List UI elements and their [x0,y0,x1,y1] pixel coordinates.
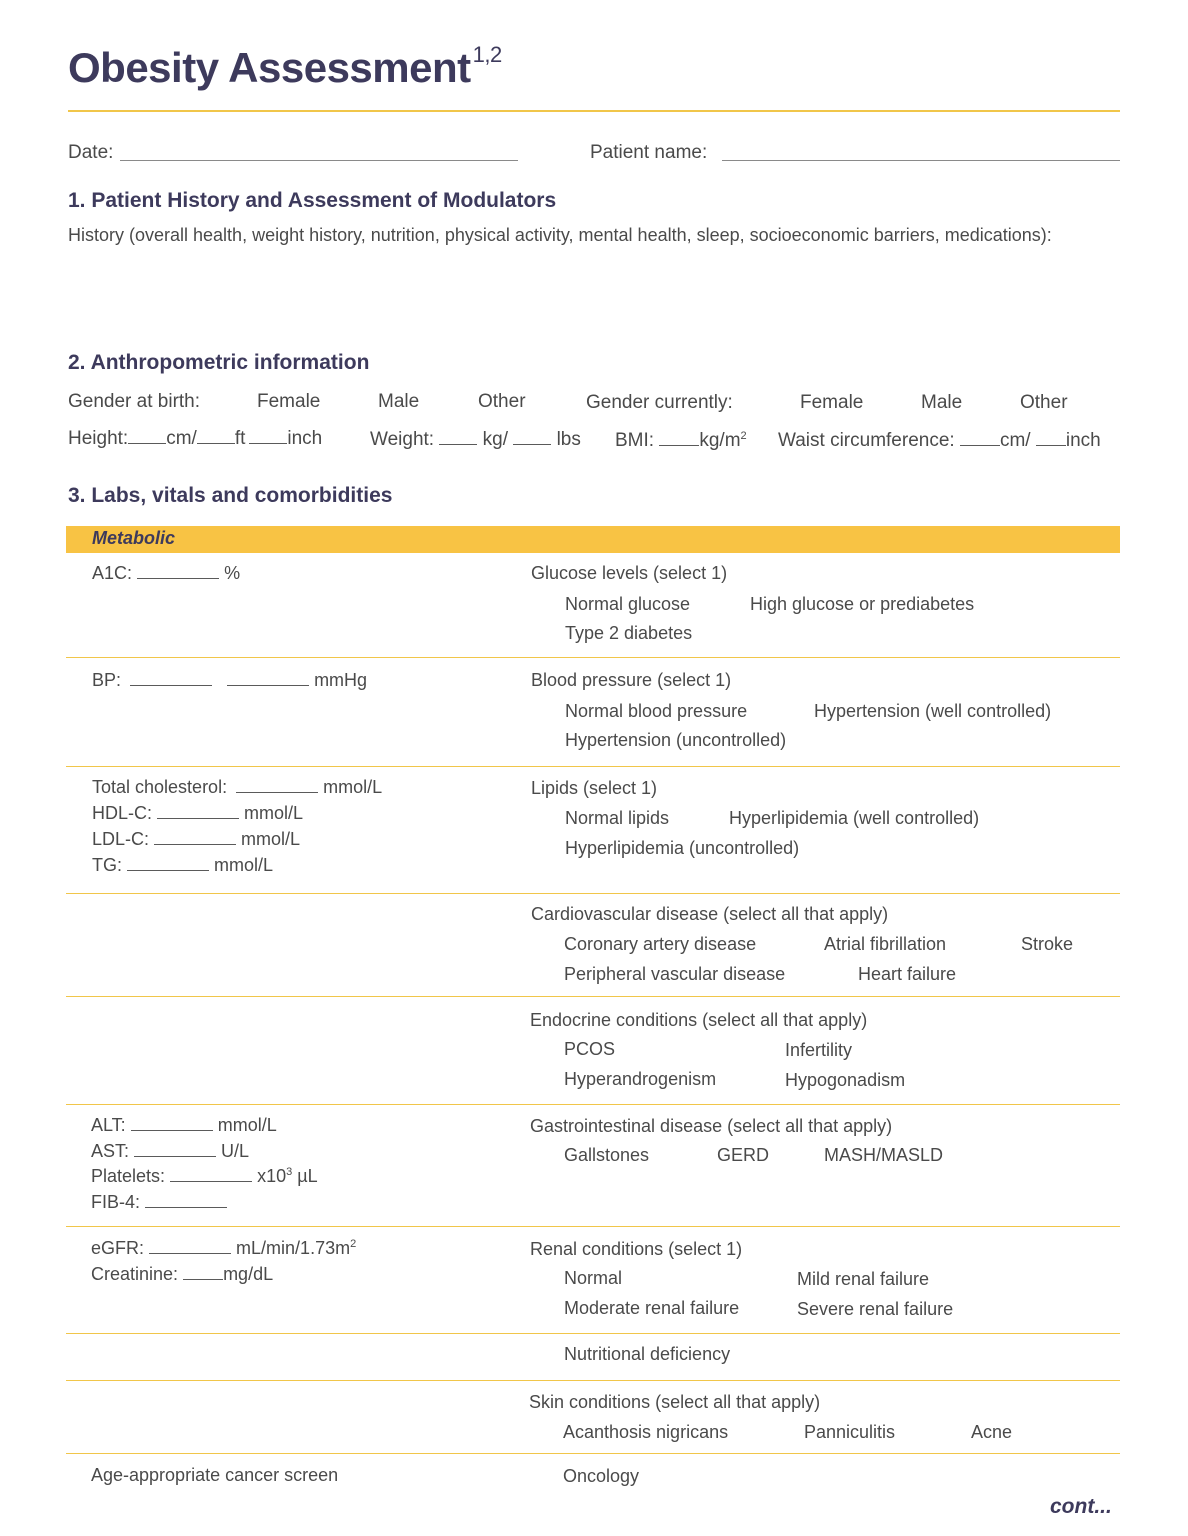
kg-unit: kg/ [482,429,508,450]
row-separator [66,893,1120,894]
height-label: Height: [68,428,129,449]
row-separator [66,996,1120,997]
section-1-heading: 1. Patient History and Assessment of Modulators [68,189,557,212]
cvd-cad-option[interactable]: Coronary artery disease [564,934,757,954]
a1c-field[interactable] [137,563,219,579]
glucose-t2d-option[interactable]: Type 2 diabetes [565,623,693,643]
ft-unit: ft [234,428,246,449]
cvd-afib-option[interactable]: Atrial fibrillation [824,934,947,954]
platelets-label: Platelets: [91,1166,166,1186]
mmol-unit: mmol/L [241,829,301,849]
total-chol-label: Total cholesterol: [92,777,228,797]
cvd-pvd-option[interactable]: Peripheral vascular disease [564,964,786,984]
weight-kg-field[interactable] [439,429,477,445]
waist-inch-field[interactable] [1036,430,1066,446]
inch-unit: inch [287,428,323,449]
waist-label: Waist circumference: [778,430,955,451]
ul-unit: U/L [221,1141,250,1161]
mmol-unit: mmol/L [323,777,383,797]
row-separator [66,657,1120,658]
lbs-unit: lbs [556,429,581,450]
bp-systolic-field[interactable] [130,670,212,686]
mmol-unit: mmol/L [217,1115,277,1135]
row-separator [66,1380,1120,1381]
renal-normal-option[interactable]: Normal [564,1268,623,1288]
hdl-label: HDL-C: [92,803,153,823]
skin-title: Skin conditions (select all that apply) [529,1392,821,1412]
hdl-field[interactable] [157,803,239,819]
weight-lbs-field[interactable] [513,429,551,445]
glucose-normal-option[interactable]: Normal glucose [565,594,691,614]
weight-label: Weight: [370,429,435,450]
mgdl-unit: mg/dL [223,1264,274,1284]
oncology-option[interactable]: Oncology [563,1466,640,1486]
section-2-heading: 2. Anthropometric information [68,351,370,374]
lipids-normal-option[interactable]: Normal lipids [565,808,670,828]
lipids-uncontrolled-option[interactable]: Hyperlipidemia (uncontrolled) [565,838,800,858]
metabolic-label: Metabolic [92,528,176,548]
glucose-title: Glucose levels (select 1) [531,563,728,583]
waist-cm-unit: cm/ [999,430,1031,451]
egfr-label: eGFR: [91,1238,145,1258]
waist-inch-unit: inch [1065,430,1101,451]
bp-diastolic-field[interactable] [227,670,309,686]
cvd-stroke-option[interactable]: Stroke [1021,934,1074,954]
tg-field[interactable] [127,855,209,871]
gi-gerd-option[interactable]: GERD [717,1145,770,1165]
bp-title: Blood pressure (select 1) [531,670,732,690]
gender-birth-female[interactable]: Female [257,391,321,412]
gender-birth-label: Gender at birth: [68,391,201,412]
tg-row [92,855,273,876]
height-row [68,428,322,450]
bp-htn-controlled-option[interactable]: Hypertension (well controlled) [814,701,1052,721]
gender-birth-male[interactable]: Male [378,391,420,412]
creatinine-field[interactable] [183,1264,223,1280]
height-cm-field[interactable] [128,428,166,444]
bp-row [92,670,367,691]
gender-birth-other[interactable]: Other [478,391,526,412]
ldl-label: LDL-C: [92,829,150,849]
a1c-label: A1C: [92,563,133,583]
cvd-title: Cardiovascular disease (select all that apply) [531,904,889,924]
alt-label: ALT: [91,1115,126,1135]
a1c-row [92,563,240,584]
tg-label: TG: [92,855,122,875]
mmhg-unit: mmHg [314,670,368,690]
waist-row [778,430,1101,452]
renal-mild-option[interactable]: Mild renal failure [797,1269,930,1289]
patient-name-label: Patient name: [590,142,708,163]
endocrine-hyperandrogenism-option[interactable]: Hyperandrogenism [564,1069,717,1089]
endocrine-hypogonadism-option[interactable]: Hypogonadism [785,1070,906,1090]
hdl-row [92,803,303,824]
waist-cm-field[interactable] [960,430,1000,446]
row-separator [66,1226,1120,1227]
skin-acne-option[interactable]: Acne [971,1422,1013,1442]
platelets-row: Platelets: $x10^3$ µL [91,1166,318,1186]
creatinine-row [91,1264,273,1285]
alt-row [91,1115,277,1136]
row-separator [66,1333,1120,1334]
platelets-field[interactable] [170,1166,252,1182]
continued-label: cont... [1050,1495,1112,1518]
gender-current-other[interactable]: Other [1020,392,1068,413]
nutritional-deficiency-option[interactable]: Nutritional deficiency [564,1344,731,1364]
gender-current-female[interactable]: Female [800,392,864,413]
bmi-field[interactable] [659,430,699,446]
endocrine-title: Endocrine conditions (select all that apply) [530,1010,868,1030]
ast-field[interactable] [134,1141,216,1157]
percent-unit: % [224,563,241,583]
ldl-row [92,829,300,850]
alt-field[interactable] [131,1115,213,1131]
row-separator [66,1453,1120,1454]
section-3-heading: 3. Labs, vitals and comorbidities [68,484,393,507]
date-label: Date: [68,142,114,163]
mmol-unit: mmol/L [214,855,274,875]
egfr-row: eGFR: $mL/\min/1.73m^2$ [91,1238,357,1258]
bmi-unit: kg/m [699,430,741,451]
height-inch-field[interactable] [249,428,287,444]
ast-label: AST: [91,1141,130,1161]
bp-label: BP: [92,670,122,690]
lipids-controlled-option[interactable]: Hyperlipidemia (well controlled) [729,808,980,828]
gi-gallstones-option[interactable]: Gallstones [564,1145,650,1165]
skin-panniculitis-option[interactable]: Panniculitis [804,1422,896,1442]
bp-htn-uncontrolled-option[interactable]: Hypertension (uncontrolled) [565,730,787,750]
metabolic-band [66,526,1120,553]
creatinine-label: Creatinine: [91,1264,179,1284]
platelet-unit: x10 [257,1166,287,1186]
bmi-label: BMI: [615,430,655,451]
mmol-unit: mmol/L [244,803,304,823]
glucose-high-option[interactable]: High glucose or prediabetes [750,594,975,614]
patient-name-field[interactable] [722,160,1120,161]
renal-severe-option[interactable]: Severe renal failure [797,1299,954,1319]
history-prompt: History (overall health, weight history, nutrition, physical activity, mental health, sleep, socioeconomic barriers, medications): [68,225,1052,245]
gender-current-male[interactable]: Male [921,392,963,413]
egfr-unit: mL/min/1.73m [236,1238,351,1258]
fib4-field[interactable] [145,1192,227,1208]
gi-mash-option[interactable]: MASH/MASLD [824,1145,944,1165]
renal-title: Renal conditions (select 1) [530,1239,743,1259]
total-chol-field[interactable] [236,777,318,793]
date-field[interactable] [120,160,518,161]
gi-title: Gastrointestinal disease (select all that apply) [530,1116,893,1136]
row-separator [66,766,1120,767]
endocrine-infertility-option[interactable]: Infertility [785,1040,853,1060]
cancer-screen-label: Age-appropriate cancer screen [91,1465,339,1485]
fib4-row [91,1192,227,1213]
bp-normal-option[interactable]: Normal blood pressure [565,701,748,721]
page-title: Obesity Assessment$^{1,2}$ [68,42,502,91]
ldl-field[interactable] [154,829,236,845]
title-rule [68,110,1120,112]
weight-row [370,429,581,451]
endocrine-pcos-option[interactable]: PCOS [564,1039,616,1059]
total-chol-row [92,777,382,798]
egfr-field[interactable] [149,1238,231,1254]
cvd-hf-option[interactable]: Heart failure [858,964,957,984]
cm-unit: cm/ [166,428,197,449]
bmi-row: BMI: $kg/m^2$ [615,430,747,451]
row-separator [66,1104,1120,1105]
ast-row [91,1141,249,1162]
fib4-label: FIB-4: [91,1192,141,1212]
gender-current-label: Gender currently: [586,392,733,413]
height-ft-field[interactable] [197,428,235,444]
skin-acanthosis-option[interactable]: Acanthosis nigricans [563,1422,729,1442]
lipids-title: Lipids (select 1) [531,778,658,798]
renal-moderate-option[interactable]: Moderate renal failure [564,1298,740,1318]
